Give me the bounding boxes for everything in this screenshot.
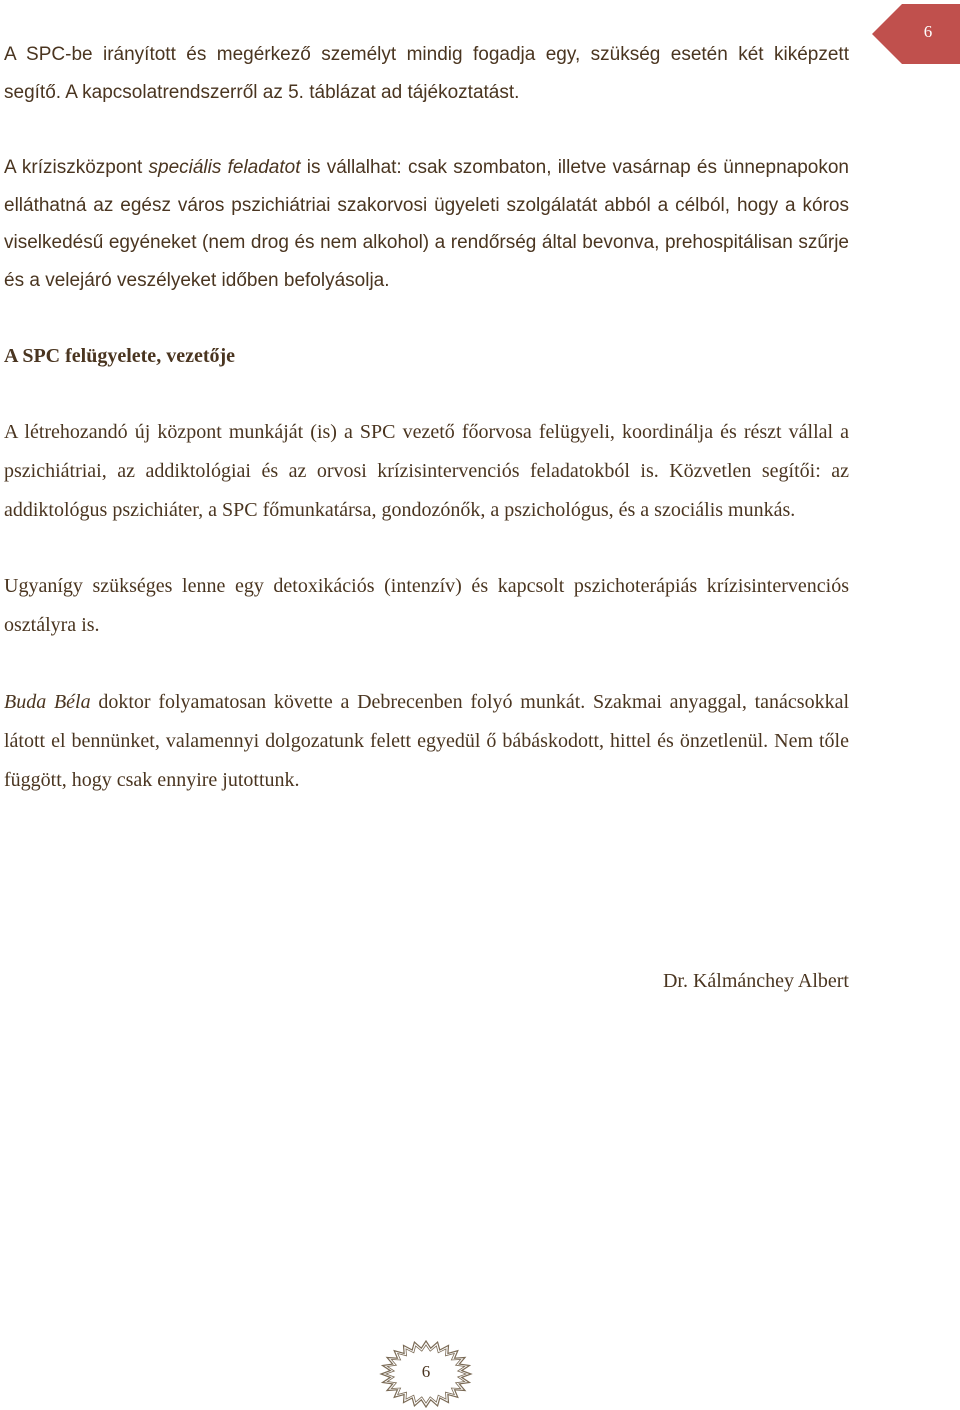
page-tab-number: 6	[923, 22, 933, 41]
paragraph-acknowledgement	[4, 683, 849, 799]
emphasis-special-task: speciális feladatot	[148, 157, 301, 178]
paragraph-intake: A SPC-be irányított és megérkező személyt mindig fogadja egy, szükség esetén két kiképzett segítő. A kapcsolatrendszerről az 5. táblázat ad tájékoztatást.	[4, 44, 849, 103]
paragraph-special-task-body: is vállalhat: csak szombaton, illetve vasárnap és ünnepnapokon elláthatná az egész város pszichiátriai szakorvosi ügyeleti szolgálatát abból a célból, hogy a kóros viselkedésű egyéneket (nem drog és nem alkohol) a rendőrség által bevonva, prehospitálisan szűrje és a velejáró veszélyeket időben befolyásolja.	[4, 157, 849, 291]
paragraph-acknowledgement-body: doktor folyamatosan követte a Debrecenben folyó munkát. Szakmai anyaggal, tanácsokkal látott el bennünket, valamennyi dolgozatunk felett egyedül ő bábáskodott, hittel és önzetlenül. Nem tőle függött, hogy csak ennyire jutottunk.	[4, 690, 849, 791]
paragraph-detox: Ugyanígy szükséges lenne egy detoxikációs (intenzív) és kapcsolt pszichoterápiás krízisintervenciós osztályra is.	[4, 575, 849, 637]
paragraph-special-task	[4, 149, 849, 299]
footer-page-number: 6	[421, 1362, 431, 1381]
paragraph-supervision: A létrehozandó új központ munkáját (is) a SPC vezető főorvosa felügyeli, koordinálja és részt vállal a pszichiátriai, az addiktológiai és az orvosi krízisintervenciós feladatokból is. Közvetlen segítői: az addiktológus pszichiáter, a SPC főmunkatársa, gondozónők, a pszichológus, és a szociális munkás.	[4, 421, 849, 521]
author-signature: Dr. Kálmánchey Albert	[662, 970, 849, 992]
footer-page-badge	[379, 1340, 473, 1410]
paragraph-special-task-lead: A kríziszközpont	[4, 157, 149, 178]
emphasis-name-buda-bela: Buda Béla	[4, 690, 91, 713]
section-heading-supervision: A SPC felügyelete, vezetője	[4, 345, 236, 367]
page-number-tab	[872, 4, 960, 64]
document-body	[4, 36, 849, 799]
